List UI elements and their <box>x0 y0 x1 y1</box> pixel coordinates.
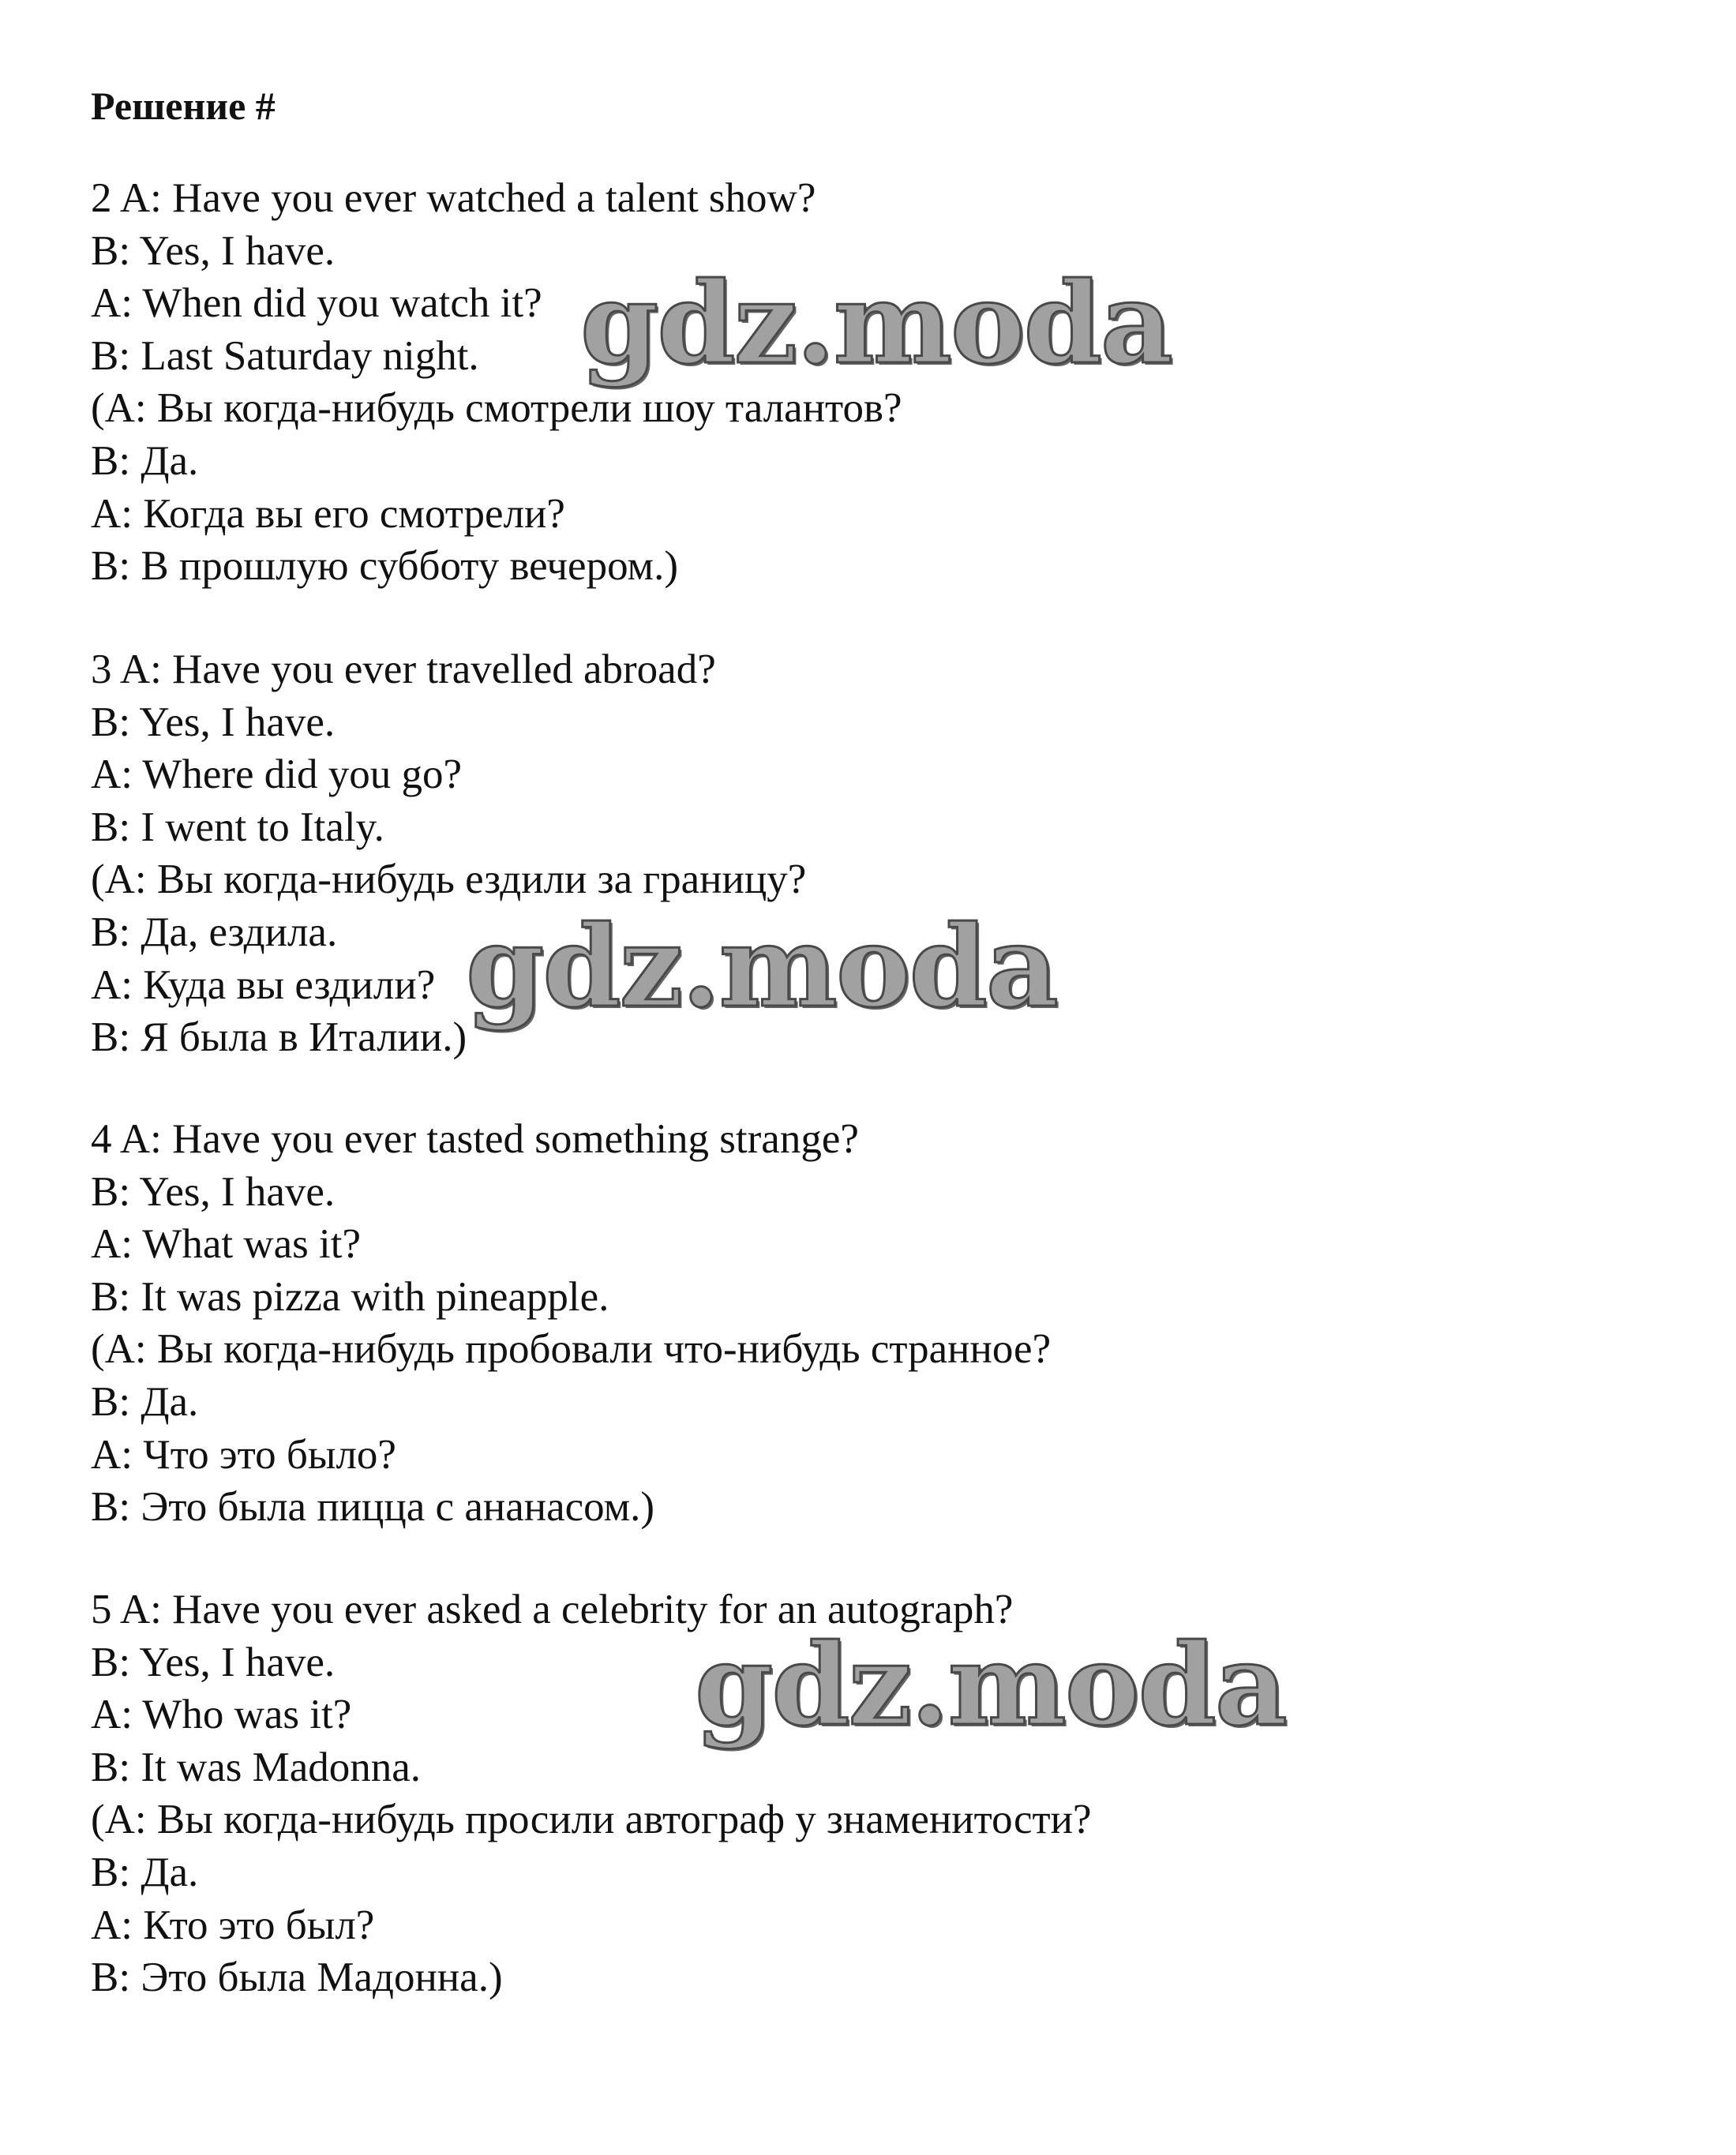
dialogue-line: A: Что это было? <box>91 1431 396 1478</box>
dialogue-line: A: Когда вы его смотрели? <box>91 490 565 537</box>
dialogue-line: (A: Вы когда-нибудь смотрели шоу талантов? <box>91 385 902 432</box>
dialogue-line: 5 A: Have you ever asked a celebrity for an autograph? <box>91 1587 1014 1632</box>
dialogue-line: B: Я была в Италии.) <box>91 1014 467 1061</box>
dialogue-4 <box>91 1113 1670 1534</box>
dialogue-line: 3 A: Have you ever travelled abroad? <box>91 646 716 692</box>
dialogue-line: B: It was Madonna. <box>91 1744 422 1790</box>
dialogue-line: 4 A: Have you ever tasted something strange? <box>91 1116 859 1162</box>
dialogue-line: B: Это была пицца с ананасом.) <box>91 1484 655 1531</box>
watermark: gdz.moda <box>580 258 1172 389</box>
watermark: gdz.moda <box>695 1620 1286 1751</box>
dialogue-line: A: When did you watch it? <box>91 280 542 327</box>
dialogue-line: B: Да, ездила. <box>91 909 338 955</box>
dialogue-line: (A: Вы когда-нибудь ездили за границу? <box>91 856 807 903</box>
dialogue-line: B: Last Saturday night. <box>91 332 479 379</box>
dialogue-line: (A: Вы когда-нибудь просили автограф у знаменитости? <box>91 1797 1092 1843</box>
dialogue-line: B: Yes, I have. <box>91 699 336 745</box>
dialogue-line: B: Да. <box>91 437 199 484</box>
dialogue-line: B: Yes, I have. <box>91 227 336 274</box>
dialogue-line: B: В прошлую субботу вечером.) <box>91 543 678 590</box>
dialogue-line: 2 A: Have you ever watched a talent show? <box>91 175 816 221</box>
dialogue-line: A: Кто это был? <box>91 1902 375 1948</box>
watermark: gdz.moda <box>466 901 1057 1033</box>
dialogue-line: A: What was it? <box>91 1221 361 1268</box>
dialogue-line: A: Who was it? <box>91 1692 352 1738</box>
dialogue-line: B: I went to Italy. <box>91 804 384 850</box>
dialogue-line: B: It was pizza with pineapple. <box>91 1273 609 1320</box>
dialogue-line: B: Yes, I have. <box>91 1168 336 1215</box>
dialogue-line: (A: Вы когда-нибудь пробовали что-нибудь странное? <box>91 1326 1052 1373</box>
page-title: Решение # <box>91 84 276 128</box>
dialogue-line: B: Да. <box>91 1849 199 1895</box>
dialogue-line: B: Yes, I have. <box>91 1639 336 1685</box>
dialogue-line: A: Куда вы ездили? <box>91 961 436 1008</box>
dialogue-line: B: Это была Мадонна.) <box>91 1954 503 2001</box>
dialogue-line: A: Where did you go? <box>91 751 463 798</box>
dialogue-line: B: Да. <box>91 1378 199 1425</box>
